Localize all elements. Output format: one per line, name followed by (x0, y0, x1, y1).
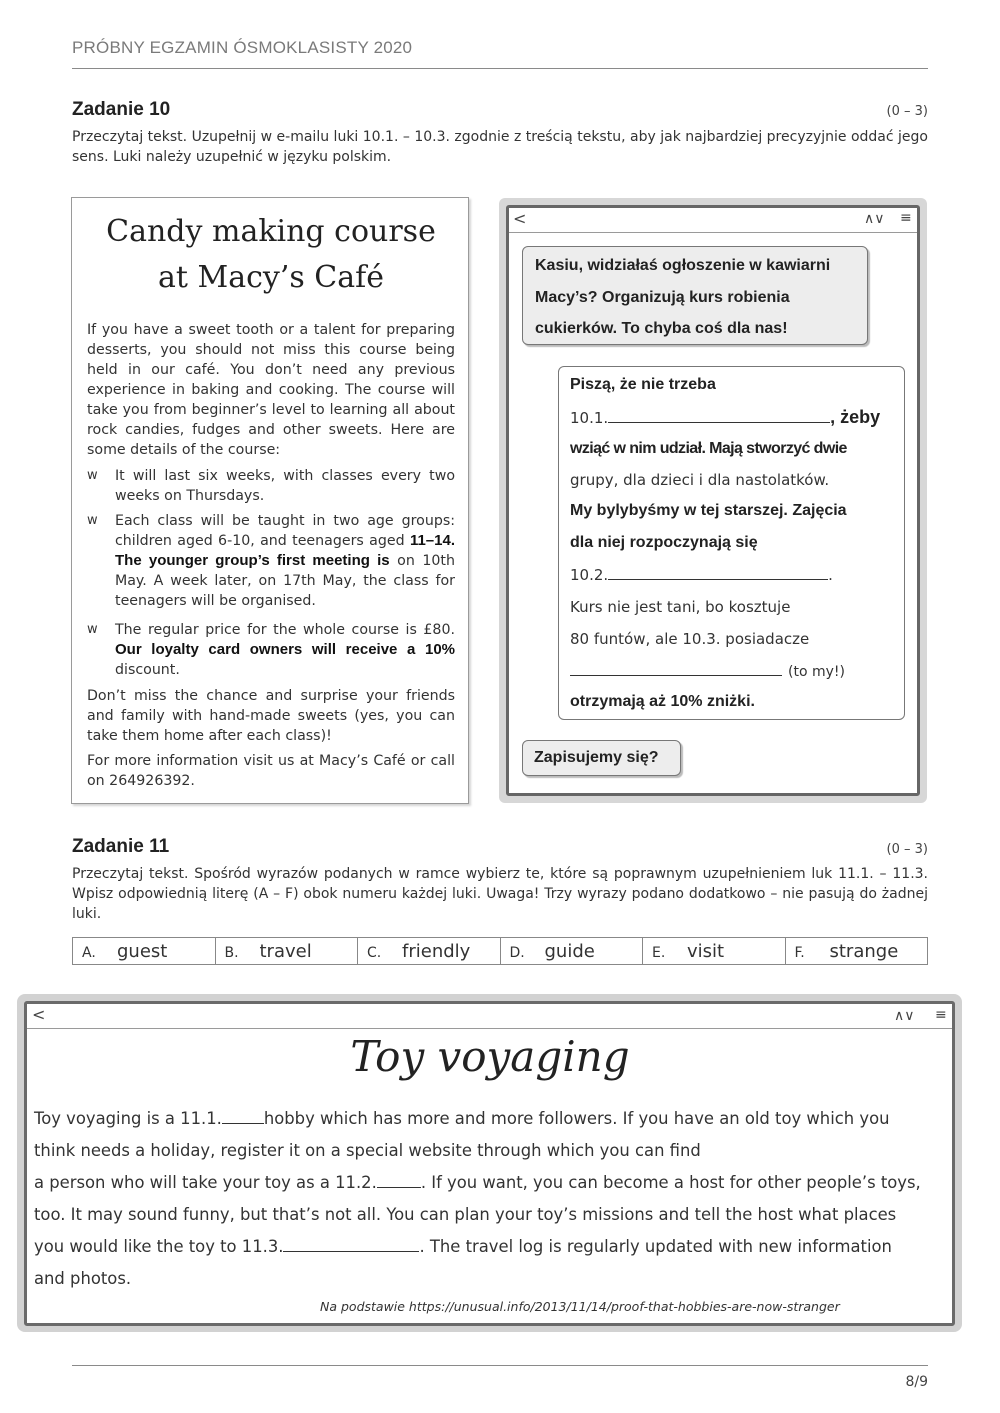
word-letter: A. (82, 945, 96, 961)
ad-intro: If you have a sweet tooth or a talent for preparing desserts, you should not miss this course being held in our café. You don’t need any previous experience in baking and cooking. The course will take you from beginner’s level to learning all about rock candies, fudges and other sweets. Here are some details of the course: (87, 322, 455, 458)
reply-line-11: otrzymają aż 10% zniżki. (570, 693, 755, 710)
bullet2-part-b: 11–14. The younger group’s first meeting is (115, 532, 455, 569)
task11-title: Zadanie 11 (72, 836, 170, 857)
bullet3-part-c: discount. (115, 662, 180, 678)
exam-header: PRÓBNY EGZAMIN ÓSMOKLASISTY 2020 (72, 38, 413, 57)
bullet2-part-c: on 10th May. A week later, on 17th May, the class for teenagers will be organised. (115, 553, 455, 609)
bullet2-part-a: Each class will be taught in two age groups: children aged 6-10, and teenagers aged (115, 513, 455, 549)
reply-line-7-end: . (828, 566, 833, 584)
article-line-2: think needs a holiday, register it on a special website through which you can find (34, 1141, 701, 1160)
gap-label-10-2: 10.2. (570, 566, 609, 584)
word-option (786, 938, 928, 964)
message-bubble-3 (522, 740, 681, 776)
gap-11-1-blank[interactable] (222, 1110, 264, 1124)
article-line-3 (34, 1173, 921, 1192)
word-value: strange (829, 941, 899, 962)
word-bank-table (72, 937, 928, 965)
gap-11-3-blank[interactable] (283, 1238, 419, 1252)
word-option (73, 938, 216, 964)
bubble3-text: Zapisujemy się? (534, 749, 659, 766)
page-number: 8/9 (905, 1374, 928, 1390)
word-letter: D. (509, 945, 525, 961)
word-letter: F. (794, 945, 805, 961)
word-value: travel (259, 941, 312, 962)
bubble1-line: Macy’s? Organizują kurs robienia (535, 289, 790, 306)
task10-title: Zadanie 10 (72, 99, 171, 120)
bubble1-line: cukierków. To chyba coś dla nas! (535, 320, 788, 337)
up-down-arrows-icon[interactable]: ∧∨ (894, 1008, 915, 1024)
back-arrow-icon[interactable]: < (513, 209, 527, 228)
article-line-1a: Toy voyaging is a 11.1. (34, 1109, 222, 1128)
word-value: guide (544, 941, 595, 962)
word-value: visit (687, 941, 725, 962)
ad-bullet-2 (87, 511, 455, 611)
task11-instruction: Przeczytaj tekst. Spośród wyrazów podanych w ramce wybierz te, które są poprawnym uzupełnieniem luk 11.1. – 11.3. Wpisz odpowiednią literę (A – F) obok numeru każdej luki. Uwaga! Trzy wyrazy podano dodatkowo – nie pasują do żadnej luki. (72, 866, 928, 922)
article-line-1b: hobby which has more and more followers. If you have an old toy which you (263, 1109, 890, 1128)
footer-divider (72, 1365, 928, 1366)
reply-line-3: wziąć w nim udział. Mają stworzyć dwie (570, 440, 847, 457)
word-value: guest (117, 941, 168, 962)
back-arrow-icon[interactable]: < (32, 1005, 46, 1024)
toy-article-title: Toy voyaging (350, 1032, 630, 1081)
gap-label-10-1: 10.1. (570, 409, 609, 427)
reply-line-4: grupy, dla dzieci i dla nastolatków. (570, 471, 830, 489)
word-option (643, 938, 786, 964)
task10-points: (0 – 3) (886, 104, 928, 119)
reply-line-9: 80 funtów, ale 10.3. posiadacze (570, 630, 810, 648)
task10-instruction: Przeczytaj tekst. Uzupełnij w e-mailu luki 10.1. – 10.3. zgodnie z treścią tekstu, aby jak najbardziej precyzyjnie oddać jego sens. Luki należy uzupełnić w języku polskim. (72, 129, 928, 165)
word-letter: C. (367, 945, 382, 961)
gap-11-2-blank[interactable] (377, 1174, 421, 1188)
message-bubble-2 (558, 366, 905, 720)
gap-10-3-blank[interactable] (570, 662, 782, 676)
message-bubble-1 (522, 246, 868, 345)
reply-line-10 (570, 662, 845, 680)
word-letter: E. (652, 945, 666, 961)
bullet-text (115, 511, 455, 611)
bullet-icon: w (87, 622, 98, 637)
reply-line-5: My bylybyśmy w tej starszej. Zajęcia (570, 502, 847, 519)
word-value: friendly (402, 941, 471, 962)
article-line-5 (34, 1237, 892, 1256)
ad-box (71, 197, 469, 804)
ad-bullet-1 (87, 466, 455, 506)
bullet-icon: w (87, 468, 98, 483)
reply-line-7 (570, 566, 833, 584)
article-line-3a: a person who will take your toy as a 11.2. (34, 1173, 377, 1192)
bullet-icon: w (87, 513, 98, 528)
article-line-6: and photos. (34, 1269, 132, 1288)
article-line-5a: you would like the toy to 11.3. (34, 1237, 284, 1256)
task11-points: (0 – 3) (886, 842, 928, 857)
source-citation: Na podstawie https://unusual.info/2013/11/14/proof-that-hobbies-are-now-stranger (320, 1299, 840, 1314)
reply-line-2-end: , żeby (830, 407, 881, 427)
bullet-text (115, 620, 455, 680)
word-letter: B. (224, 945, 239, 961)
phone-toolbar-divider (509, 232, 917, 233)
article-line-5b: . The travel log is regularly updated with new information (419, 1237, 892, 1256)
bullet3-part-a: The regular price for the whole course is £80. (115, 622, 455, 638)
gap-10-2-blank[interactable] (608, 566, 828, 580)
reply-line-6: dla niej rozpoczynają się (570, 534, 758, 551)
word-option (358, 938, 501, 964)
bullet-text: It will last six weeks, with classes every two weeks on Thursdays. (115, 468, 455, 504)
article-line-3b: . If you want, you can become a host for other people’s toys, (420, 1173, 921, 1192)
header-divider (72, 68, 928, 69)
ad-closing-1: Don’t miss the chance and surprise your friends and family with hand-made sweets (yes, you can take them home after each class)! (87, 688, 455, 744)
reply-line-10-end: (to my!) (788, 664, 845, 680)
ad-title-line1: Candy making course (106, 214, 436, 249)
menu-icon[interactable]: ≡ (935, 1007, 947, 1023)
reply-line-1: Piszą, że nie trzeba (570, 376, 716, 393)
up-down-arrows-icon[interactable]: ∧∨ (864, 211, 885, 227)
ad-closing-2: For more information visit us at Macy’s Café or call on 264926392. (87, 753, 455, 789)
menu-icon[interactable]: ≡ (900, 210, 912, 226)
word-option (501, 938, 644, 964)
toy-toolbar-divider (27, 1028, 952, 1029)
reply-line-2 (570, 407, 880, 428)
gap-10-1-blank[interactable] (608, 409, 830, 423)
ad-title-line2: at Macy’s Café (158, 260, 384, 295)
reply-line-8: Kurs nie jest tani, bo kosztuje (570, 598, 791, 616)
article-line-1 (34, 1109, 889, 1128)
article-line-4: too. It may sound funny, but that’s not all. You can plan your toy’s missions and tell the host what places (34, 1205, 897, 1224)
word-option (216, 938, 359, 964)
ad-bullet-3 (87, 620, 455, 680)
bullet3-part-b: Our loyalty card owners will receive a 10% (115, 641, 455, 658)
bubble1-line: Kasiu, widziałaś ogłoszenie w kawiarni (535, 257, 831, 274)
